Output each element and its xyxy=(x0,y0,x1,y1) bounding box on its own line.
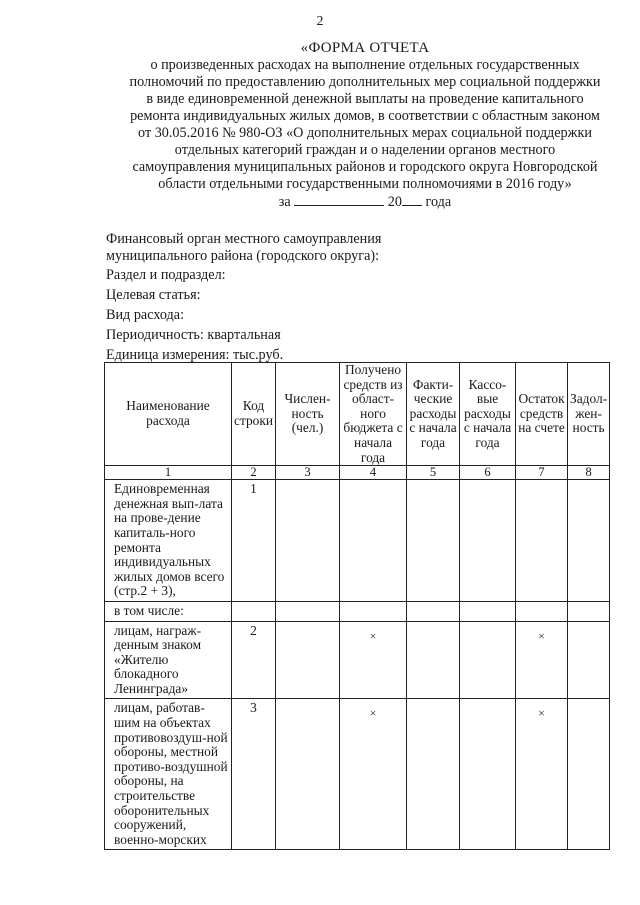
report-period xyxy=(105,193,625,211)
form-title: «ФОРМА ОТЧЕТА xyxy=(300,40,430,56)
row-name: лицам, награж-денным знаком «Жителю блокадного Ленинграда» xyxy=(105,621,232,699)
periodicity-label: Периодичность: квартальная xyxy=(106,327,281,343)
table-cell xyxy=(460,601,516,621)
year-blank xyxy=(402,193,422,206)
table-cell xyxy=(276,480,340,602)
column-number: 4 xyxy=(340,466,407,480)
column-number: 5 xyxy=(407,466,460,480)
table-cell xyxy=(460,621,516,699)
row-code: 1 xyxy=(232,480,276,602)
header-cell: Задол-жен-ность xyxy=(568,363,610,466)
header-cell: Наименование расхода xyxy=(105,363,232,466)
header-cell: Числен-ность (чел.) xyxy=(276,363,340,466)
table-row xyxy=(105,699,610,850)
cross-mark: × xyxy=(516,621,568,699)
form-header xyxy=(105,40,625,211)
expense-type-label: Вид расхода: xyxy=(106,307,185,323)
row-code: 3 xyxy=(232,699,276,850)
section-label: Раздел и подраздел: xyxy=(106,267,226,283)
table-cell xyxy=(407,480,460,602)
financial-body-line: Финансовый орган местного самоуправления xyxy=(106,231,382,247)
table-cell xyxy=(460,699,516,850)
column-number: 6 xyxy=(460,466,516,480)
table-cell xyxy=(407,699,460,850)
table-cell xyxy=(568,480,610,602)
subtitle-line: от 30.05.2016 № 980-ОЗ «О дополнительных мерах социальной поддержки xyxy=(138,125,592,141)
table-cell xyxy=(516,480,568,602)
subtitle-line: самоуправления муниципальных районов и городского округа Новгородской xyxy=(132,159,598,175)
period-year-prefix: 20 xyxy=(387,194,402,210)
financial-body-line: муниципального района (городского округа): xyxy=(106,247,380,264)
unit-label: Единица измерения: тыс.руб. xyxy=(106,347,284,363)
subtitle-line: ремонта индивидуальных жилых домов, в соответствии с областным законом xyxy=(130,108,600,124)
report-meta xyxy=(106,231,626,367)
column-number: 8 xyxy=(568,466,610,480)
table-cell xyxy=(340,601,407,621)
table-cell xyxy=(460,480,516,602)
table-cell xyxy=(407,601,460,621)
table-row xyxy=(105,601,610,621)
subtitle-line: области отдельными государственными полномочиями в 2016 году» xyxy=(158,176,572,192)
row-code: 2 xyxy=(232,621,276,699)
row-name: лицам, работав-шим на объектах противовоздуш-ной обороны, местной противо-воздушной обороны, на строительстве оборонительных сооружений, военно-морских xyxy=(105,699,232,850)
table-cell xyxy=(340,480,407,602)
period-blank xyxy=(294,193,384,206)
subtitle-line: в виде единовременной денежной выплаты на проведение капитального xyxy=(146,91,584,107)
table-row xyxy=(105,621,610,699)
table-cell xyxy=(568,621,610,699)
row-name: в том числе: xyxy=(105,601,232,621)
column-number: 2 xyxy=(232,466,276,480)
period-suffix: года xyxy=(425,194,452,210)
row-name: Единовременная денежная вып-лата на прове-дение капиталь-ного ремонта индивидуальных жилых домов всего (стр.2 + 3), xyxy=(105,480,232,602)
subtitle-line: о произведенных расходах на выполнение отдельных государственных xyxy=(150,57,580,73)
financial-body xyxy=(106,231,626,264)
column-number-row xyxy=(105,466,610,480)
table-cell xyxy=(568,601,610,621)
subtitle-line: полномочий по предоставлению дополнительных мер социальной поддержки xyxy=(129,74,601,90)
cross-mark: × xyxy=(340,699,407,850)
table-cell xyxy=(516,601,568,621)
header-cell: Получено средств из област-ного бюджета с начала года xyxy=(340,363,407,466)
row-code xyxy=(232,601,276,621)
table-cell xyxy=(568,699,610,850)
header-cell: Остаток средств на счете xyxy=(516,363,568,466)
table-cell xyxy=(276,699,340,850)
period-prefix: за xyxy=(278,194,291,210)
target-article-label: Целевая статья: xyxy=(106,287,201,303)
column-number: 7 xyxy=(516,466,568,480)
table-row xyxy=(105,480,610,602)
subtitle-line: отдельных категорий граждан и о наделении органов местного xyxy=(174,142,556,158)
header-cell: Код строки xyxy=(232,363,276,466)
report-table xyxy=(104,362,610,850)
table-cell xyxy=(276,621,340,699)
table-cell xyxy=(276,601,340,621)
page-number: 2 xyxy=(316,14,324,29)
header-cell: Факти-ческие расходы с начала года xyxy=(407,363,460,466)
table-cell xyxy=(407,621,460,699)
cross-mark: × xyxy=(340,621,407,699)
column-number: 1 xyxy=(105,466,232,480)
column-number: 3 xyxy=(276,466,340,480)
header-cell: Кассо-вые расходы с начала года xyxy=(460,363,516,466)
cross-mark: × xyxy=(516,699,568,850)
table-header-row xyxy=(105,363,610,466)
